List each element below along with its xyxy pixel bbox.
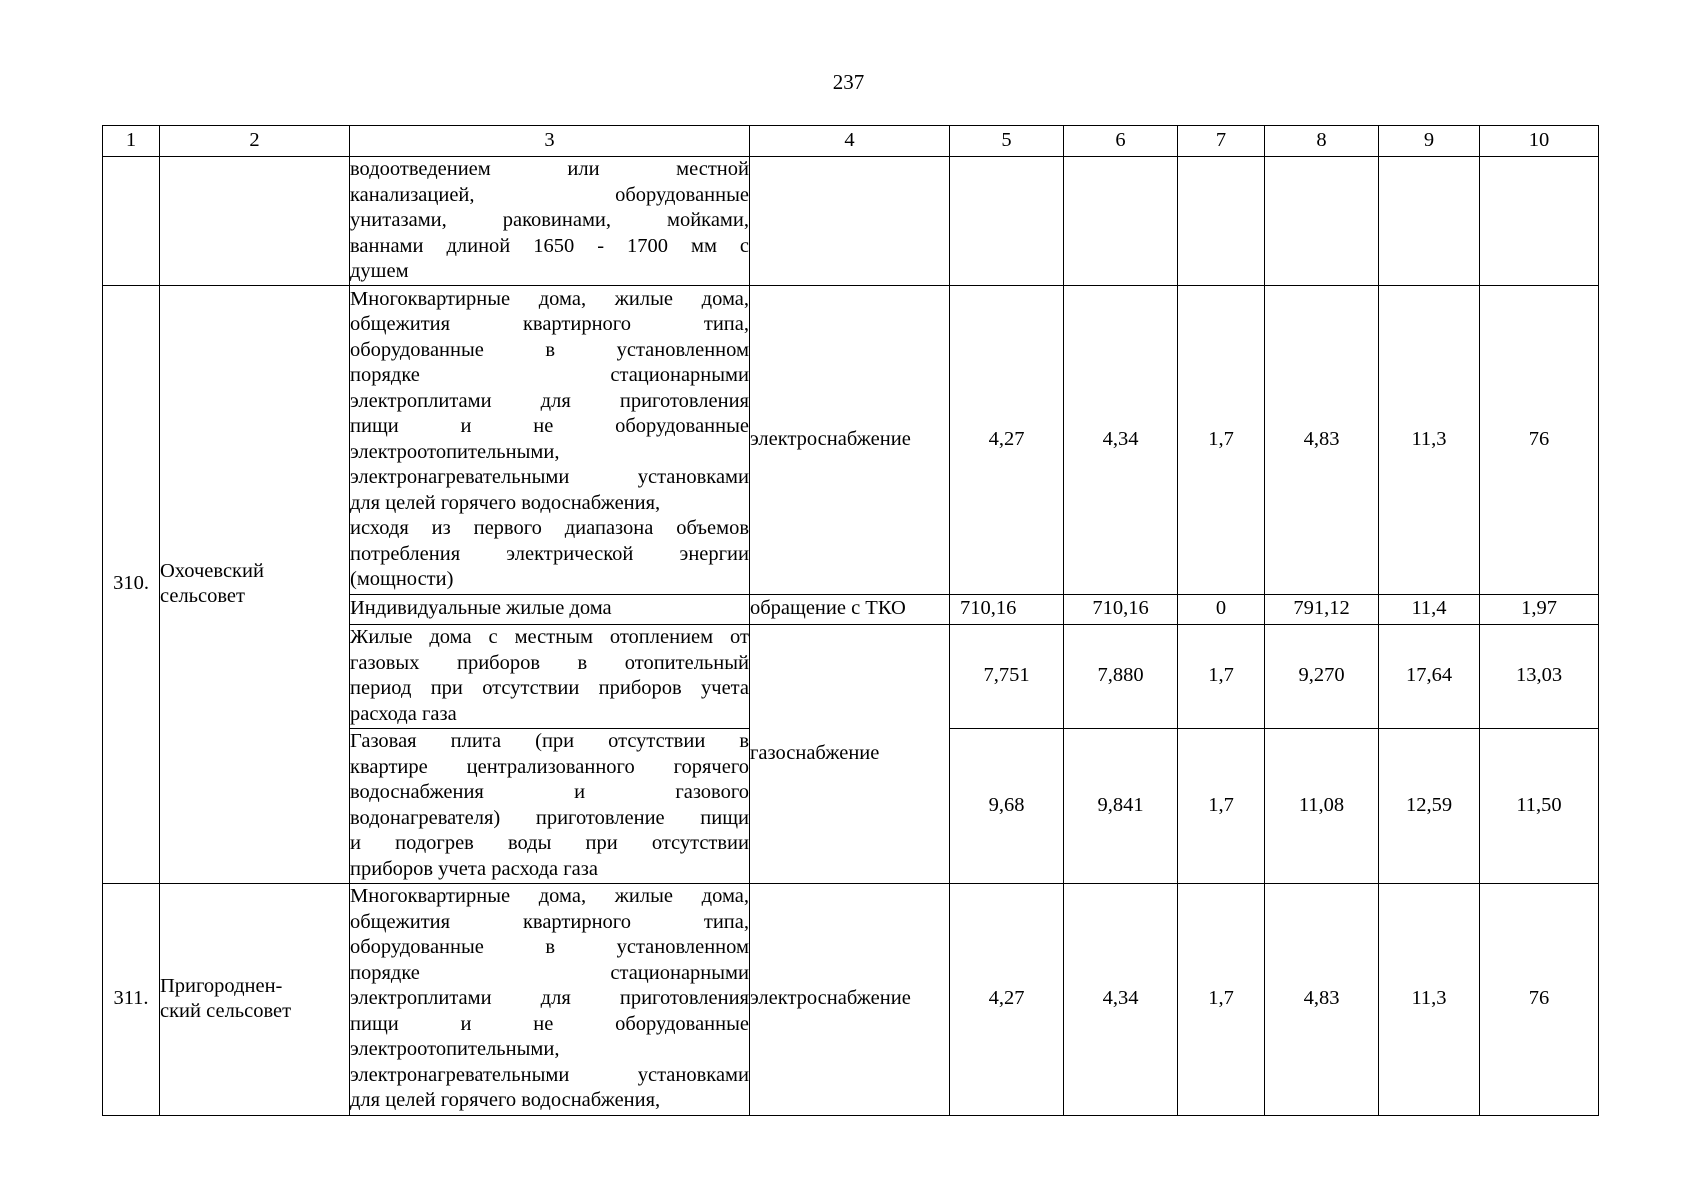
description-line: Жилые дома с местным отоплением от [350,626,749,648]
service-type: обращение с ТКО [750,594,950,624]
description-cell [350,624,750,728]
description-line: водоотведением или местной [350,158,749,180]
description-line: порядке стационарными [350,961,749,984]
value-cell: 4,27 [950,285,1064,594]
settlement-name-line: ский сельсовет [160,1000,292,1022]
row-number: 311. [103,883,160,1115]
header-cell: 4 [750,126,950,157]
description-line: электроотопительными, [350,440,560,463]
value-cell: 9,68 [950,728,1064,883]
description-line: исходя из первого диапазона объемов [350,517,749,539]
row-number: 310. [103,285,160,883]
header-cell: 3 [350,126,750,157]
header-cell: 1 [103,126,160,157]
service-type: газоснабжение [750,624,950,883]
description-line: электроплитами для приготовления [350,987,749,1010]
header-cell: 10 [1480,126,1599,157]
description-line: для целей горячего водоснабжения, [350,1089,661,1112]
value-cell: 7,751 [950,624,1064,728]
description-line: период при отсутствии приборов учета [350,677,749,699]
value-cell: 1,7 [1178,624,1265,728]
value-cell: 9,270 [1265,624,1379,728]
description-line: оборудованные в установленном [350,338,749,361]
description-line: электронагревательными установками [350,466,749,488]
value-cell: 4,83 [1265,883,1379,1115]
description-line: потребления электрической энергии [350,542,749,565]
description-line: общежития квартирного типа, [350,910,749,933]
description-line: оборудованные в установленном [350,936,749,959]
empty-cell [950,157,1064,286]
header-cell: 5 [950,126,1064,157]
value-cell: 4,34 [1064,883,1178,1115]
empty-cell [1265,157,1379,286]
description-line: квартире централизованного горячего [350,755,749,778]
description-line: (мощности) [350,568,454,590]
description-line: Индивидуальные жилые дома [350,597,612,620]
table-row [103,157,1599,286]
value-cell: 4,27 [950,883,1064,1115]
value-cell: 1,7 [1178,728,1265,883]
value-cell: 7,880 [1064,624,1178,728]
description-line: душем [350,260,409,282]
service-type: электроснабжение [750,285,950,594]
empty-cell [1480,157,1599,286]
header-cell: 9 [1379,126,1480,157]
description-cell [350,157,750,286]
value-cell: 9,841 [1064,728,1178,883]
value-cell: 76 [1480,285,1599,594]
description-line: электроплитами для приготовления [350,389,749,412]
description-line: ваннами длиной 1650 - 1700 мм с [350,234,749,257]
description-cell [350,285,750,594]
header-row [103,126,1599,157]
value-cell: 11,50 [1480,728,1599,883]
description-line: унитазами, раковинами, мойками, [350,209,749,231]
value-cell: 791,12 [1265,594,1379,624]
description-line: и подогрев воды при отсутствии [350,832,749,854]
value-cell: 11,08 [1265,728,1379,883]
value-cell: 11,4 [1379,594,1480,624]
settlement-name [160,883,350,1115]
value-cell: 710,16 [950,594,1064,624]
description-line: Газовая плита (при отсутствии в [350,730,749,752]
description-line: электроотопительными, [350,1038,560,1061]
value-cell: 76 [1480,883,1599,1115]
description-line: пищи и не оборудованные [350,415,749,437]
table-row [103,285,1599,594]
description-line: водонагревателя) приготовление пищи [350,806,749,829]
description-line: для целей горячего водоснабжения, [350,491,661,514]
header-cell: 6 [1064,126,1178,157]
value-cell: 710,16 [1064,594,1178,624]
description-line: общежития квартирного типа, [350,313,749,335]
description-cell [350,883,750,1115]
description-line: канализацией, оборудованные [350,183,749,206]
value-cell: 11,3 [1379,883,1480,1115]
value-cell: 1,7 [1178,285,1265,594]
empty-cell [103,157,160,286]
header-cell: 2 [160,126,350,157]
value-cell: 4,34 [1064,285,1178,594]
description-line: приборов учета расхода газа [350,857,598,880]
description-line: пищи и не оборудованные [350,1012,749,1035]
settlement-name: Охочевский сельсовет [160,285,350,883]
empty-cell [160,157,350,286]
empty-cell [1064,157,1178,286]
description-line: порядке стационарными [350,364,749,386]
value-cell: 12,59 [1379,728,1480,883]
empty-cell [750,157,950,286]
value-cell: 13,03 [1480,624,1599,728]
settlement-name-line: Пригороднен- [160,974,283,997]
description-line: Многоквартирные дома, жилые дома, [350,885,749,908]
table-row [103,883,1599,1115]
header-cell: 7 [1178,126,1265,157]
page-number: 237 [832,70,865,94]
description-line: Многоквартирные дома, жилые дома, [350,287,749,310]
tariff-table [102,125,1599,1116]
header-cell: 8 [1265,126,1379,157]
value-cell: 1,7 [1178,883,1265,1115]
description-line: расхода газа [350,702,457,725]
service-type: электроснабжение [750,883,950,1115]
empty-cell [1178,157,1265,286]
description-cell [350,728,750,883]
value-cell: 17,64 [1379,624,1480,728]
description-line: водоснабжения и газового [350,781,749,803]
value-cell: 11,3 [1379,285,1480,594]
description-line: электронагревательными установками [350,1063,749,1086]
empty-cell [1379,157,1480,286]
value-cell: 4,83 [1265,285,1379,594]
value-cell: 1,97 [1480,594,1599,624]
description-cell [350,594,750,624]
value-cell: 0 [1178,594,1265,624]
description-line: газовых приборов в отопительный [350,651,749,674]
